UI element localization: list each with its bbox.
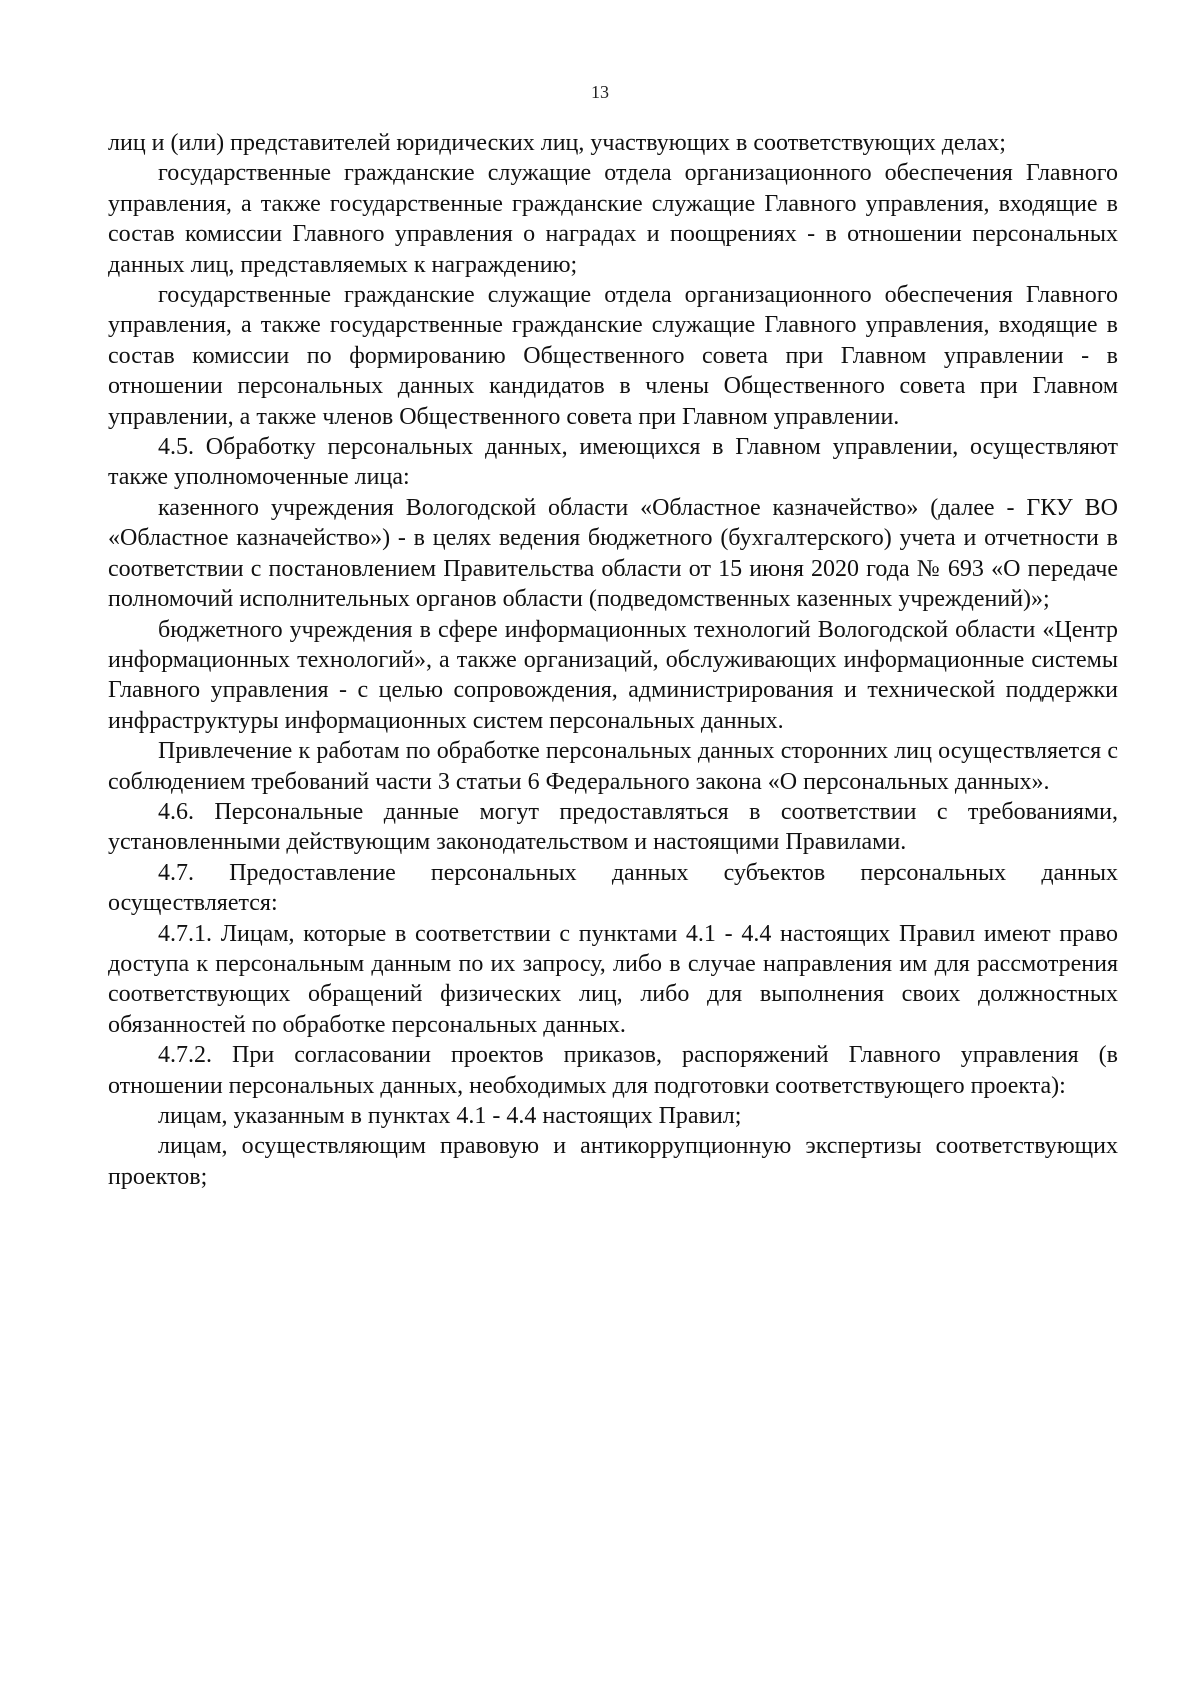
document-body bbox=[108, 128, 1118, 1192]
paragraph-4-7: 4.7. Предоставление персональных данных субъектов персональных данных осуществляется: bbox=[108, 859, 1118, 917]
paragraph-org-dept-public-council: государственные гражданские служащие отдела организационного обеспечения Главного управления, а также государственные гражданские служащие Главного управления, входящие в состав комиссии по формированию Общественного совета при Главном управлении - в отношении персональных данных кандидатов в члены Общественного совета при Главном управлении, а также членов Общественного совета при Главном управлении. bbox=[108, 282, 1118, 430]
paragraph-continuation: лиц и (или) представителей юридических лиц, участвующих в соответствующих делах; bbox=[108, 130, 1006, 156]
paragraph-third-parties: Привлечение к работам по обработке персональных данных сторонних лиц осуществляется с соблюдением требований части 3 статьи 6 Федерального закона «О персональных данных». bbox=[108, 738, 1118, 795]
paragraph-4-6: 4.6. Персональные данные могут предоставляться в соответствии с требованиями, установленными действующим законодательством и настоящими Правилами. bbox=[108, 798, 1118, 856]
paragraph-4-7-2: 4.7.2. При согласовании проектов приказов, распоряжений Главного управления (в отношении персональных данных, необходимых для подготовки соответствующего проекта): bbox=[108, 1042, 1118, 1099]
paragraph-legal-expertise: лицам, осуществляющим правовую и антикоррупционную экспертизы соответствующих проектов; bbox=[108, 1133, 1118, 1190]
paragraph-org-dept-awards: государственные гражданские служащие отдела организационного обеспечения Главного управления, а также государственные гражданские служащие Главного управления, входящие в состав комиссии Главного управления о наградах и поощрениях - в отношении персональных данных лиц, представляемых к награждению; bbox=[108, 160, 1118, 278]
paragraph-listed-persons: лицам, указанным в пунктах 4.1 - 4.4 настоящих Правил; bbox=[158, 1103, 742, 1129]
paragraph-treasury: казенного учреждения Вологодской области «Областное казначейство» (далее - ГКУ ВО «Областное казначейство») - в целях ведения бюджетного (бухгалтерского) учета и отчетности в соответствии с постановлением Правительства области от 15 июня 2020 года № 693 «О передаче полномочий исполнительных органов области (подведомственных казенных учреждений)»; bbox=[108, 494, 1118, 613]
page-number: 13 bbox=[591, 82, 609, 102]
paragraph-it-center: бюджетного учреждения в сфере информационных технологий Вологодской области «Центр информационных технологий», а также организаций, обслуживающих информационные системы Главного управления - с целью сопровождения, администрирования и технической поддержки инфраструктуры информационных систем персональных данных. bbox=[108, 616, 1118, 734]
paragraph-4-5: 4.5. Обработку персональных данных, имеющихся в Главном управлении, осуществляют также уполномоченные лица: bbox=[108, 434, 1118, 491]
paragraph-4-7-1: 4.7.1. Лицам, которые в соответствии с пунктами 4.1 - 4.4 настоящих Правил имеют право доступа к персональным данным по их запросу, либо в случае направления им для рассмотрения соответствующих обращений физических лиц, либо для выполнения своих должностных обязанностей по обработке персональных данных. bbox=[108, 920, 1118, 1038]
